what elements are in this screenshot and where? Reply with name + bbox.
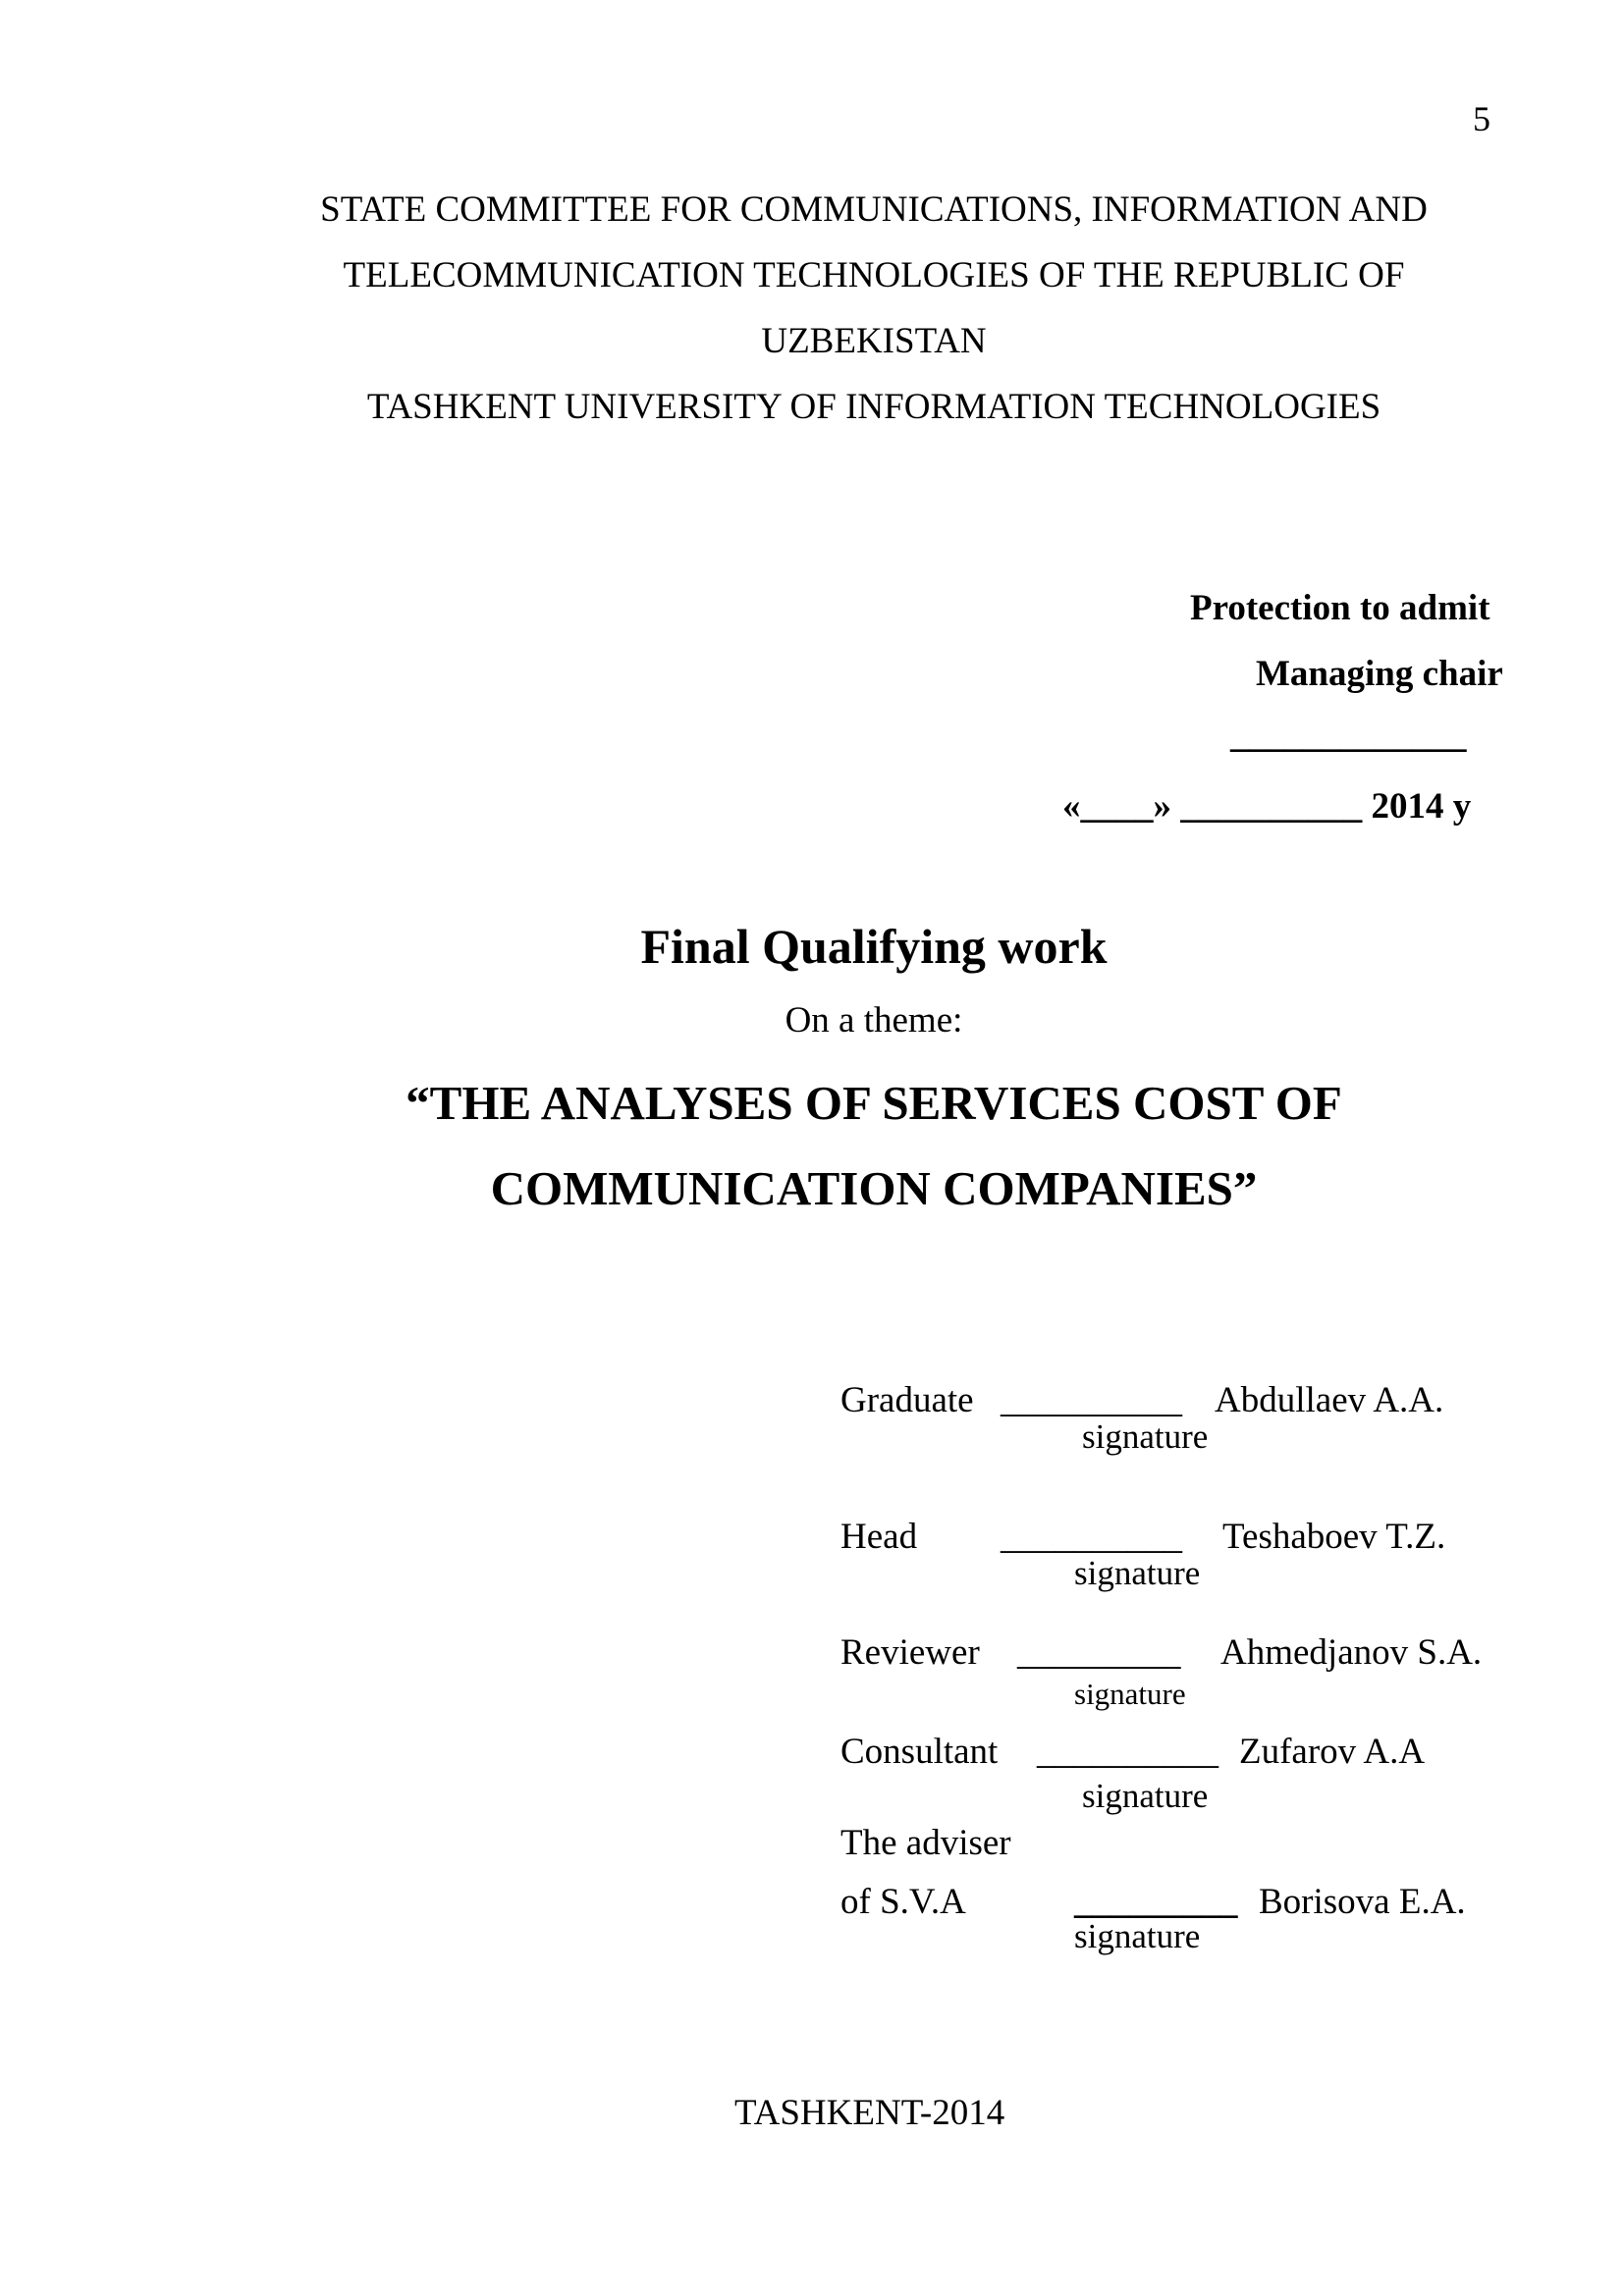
- signature-line-adviser: _________: [1074, 1882, 1238, 1922]
- signature-caption: signature: [1074, 1677, 1186, 1711]
- header-line: STATE COMMITTEE FOR COMMUNICATIONS, INFORMATION AND: [320, 189, 1428, 230]
- signature-role-head: Head: [840, 1517, 918, 1557]
- header-line: TELECOMMUNICATION TECHNOLOGIES OF THE REPUBLIC OF: [343, 255, 1405, 295]
- theme-title: [177, 1060, 1571, 1231]
- theme-title-line: COMMUNICATION COMPANIES”: [490, 1161, 1258, 1215]
- approval-protection: Protection to admit: [1190, 588, 1490, 628]
- approval-signature-line: _____________: [1230, 716, 1467, 756]
- signature-name-reviewer: Ahmedjanov S.A.: [1220, 1632, 1483, 1673]
- signature-name-adviser: Borisova E.A.: [1259, 1882, 1466, 1922]
- approval-date-line: «____» __________ 2014 y: [1062, 786, 1472, 827]
- signature-caption: signature: [1074, 1554, 1201, 1592]
- signature-line-head: __________: [1001, 1517, 1182, 1557]
- signature-role-adviser-line1: The adviser: [840, 1823, 1011, 1863]
- footer-city-year: TASHKENT-2014: [734, 2093, 1005, 2133]
- signature-line-reviewer: _________: [1017, 1632, 1181, 1673]
- signature-name-head: Teshaboev T.Z.: [1222, 1517, 1446, 1557]
- signature-caption: signature: [1082, 1777, 1209, 1815]
- signature-role-graduate: Graduate: [840, 1380, 974, 1420]
- document-title: Final Qualifying work: [640, 919, 1108, 974]
- signature-line-graduate: __________: [1001, 1380, 1182, 1420]
- signature-role-consultant: Consultant: [840, 1732, 999, 1772]
- page-number: 5: [1473, 99, 1490, 138]
- document-title-wrap: [177, 918, 1571, 975]
- header-line: UZBEKISTAN: [761, 321, 987, 361]
- header-line: TASHKENT UNIVERSITY OF INFORMATION TECHNOLOGIES: [366, 387, 1381, 427]
- approval-managing-chair: Managing chair: [1256, 654, 1503, 694]
- institution-header: [177, 177, 1571, 440]
- theme-title-line: “THE ANALYSES OF SERVICES COST OF: [406, 1076, 1342, 1130]
- signature-name-consultant: Zufarov A.A: [1239, 1732, 1426, 1772]
- theme-label-wrap: [177, 999, 1571, 1041]
- signature-caption: signature: [1082, 1417, 1209, 1456]
- signature-line-consultant: __________: [1037, 1732, 1218, 1772]
- theme-label: On a theme:: [785, 1000, 963, 1041]
- signature-role-reviewer: Reviewer: [840, 1632, 980, 1673]
- signature-role-adviser: of S.V.A: [840, 1882, 966, 1922]
- signature-caption: signature: [1074, 1917, 1201, 1955]
- signature-name-graduate: Abdullaev A.A.: [1215, 1380, 1444, 1420]
